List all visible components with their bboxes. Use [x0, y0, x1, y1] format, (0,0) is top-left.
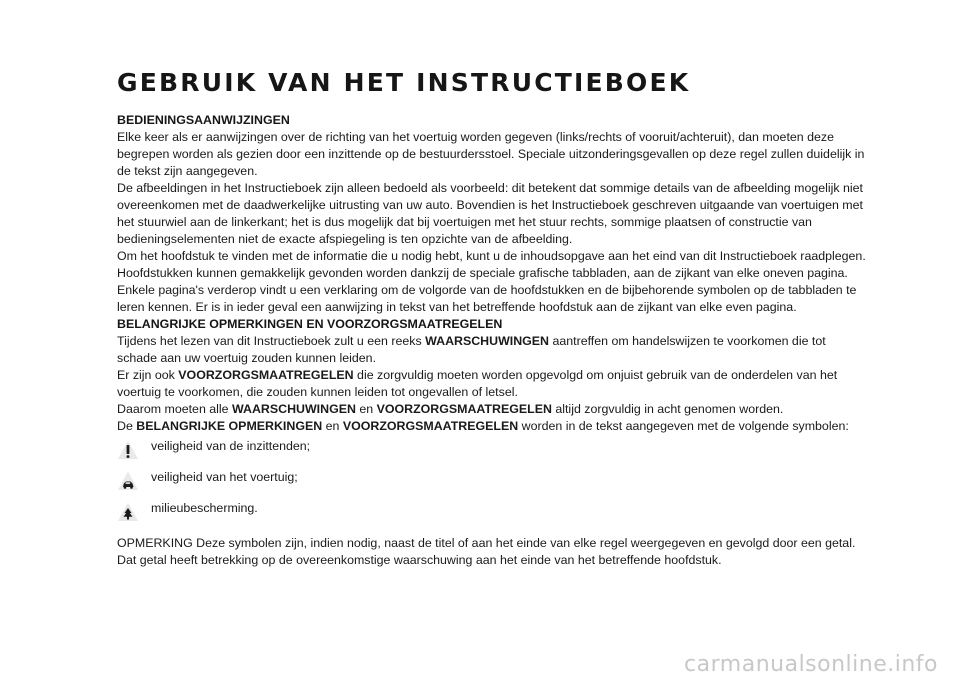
note-paragraph: OPMERKING Deze symbolen zijn, indien nodig, naast de titel of aan het einde van elke regel weergegeven en gevolgd door een getal. Dat getal heeft betrekking op de overeenkomstige waarschuwing aan het einde van het betreffende hoofdstuk.: [117, 536, 856, 567]
keyword-precautions: VOORZORGSMAATREGELEN: [178, 368, 354, 382]
paragraph: De afbeeldingen in het Instructieboek zijn alleen bedoeld als voorbeeld: dit betekent dat sommige details van de afbeelding mogelijk niet overeenkomen met de daadwerkelijke uitrusting van uw auto. Bovendien is het Instructieboek geschreven uitgaande van voertuigen met het stuurwiel aan de linkerkant; het is dus mogelijk dat bij voertuigen met het stuur rechts, sommige plaatsen of constructie van bedieningselementen niet de exacte afspiegeling is ten opzichte van de afbeelding.: [117, 181, 863, 246]
paragraph: Hoofdstukken kunnen gemakkelijk gevonden worden dankzij de speciale grafische tabbladen, aan de zijkant van elke oneven pagina. Enkele pagina's verderop vindt u een verklaring om de volgorde van de hoofdstukken en de bijbehorende symbolen op de tabbladen te leren kennen. Er is in ieder geval een aanwijzing in tekst van het betreffende hoofdstuk aan de zijkant van elke even pagina.: [117, 266, 857, 314]
watermark: carmanualsonline.info: [684, 652, 938, 677]
keyword-warnings: WAARSCHUWINGEN: [232, 402, 356, 416]
text-run: altijd zorgvuldig in acht genomen worden.: [551, 402, 784, 416]
paragraph: [117, 333, 867, 367]
keyword-important-notes: BELANGRIJKE OPMERKINGEN: [136, 419, 323, 433]
manual-page: [117, 68, 867, 569]
warning-car-icon: [117, 470, 139, 492]
symbol-item-environment: [117, 500, 867, 531]
paragraph: [117, 418, 867, 435]
paragraph: Elke keer als er aanwijzingen over de richting van het voertuig worden gegeven (links/rechts of vooruit/achteruit), dan moeten deze begrepen worden als gezien door een inzittende op de bestuurdersstoel. Speciale uitzonderingsgevallen op deze regel zullen duidelijk in de tekst zijn aangegeven.: [117, 130, 865, 178]
symbol-label: veiligheid van het voertuig;: [151, 470, 298, 484]
warning-tree-icon: [117, 501, 139, 523]
symbol-label: veiligheid van de inzittenden;: [151, 439, 311, 453]
paragraph: [117, 367, 867, 401]
keyword-precautions: VOORZORGSMAATREGELEN: [376, 402, 552, 416]
text-run: en: [355, 402, 377, 416]
text-run: Tijdens het lezen van dit Instructieboek zult u een reeks: [117, 334, 426, 348]
section-heading-important-notes: BELANGRIJKE OPMERKINGEN EN VOORZORGSMAATREGELEN: [117, 317, 503, 331]
symbol-item-vehicle-safety: [117, 469, 867, 500]
text-run: aantreffen om handelswijzen te voorkomen die tot schade aan uw voertuig zouden kunnen leiden.: [117, 334, 826, 365]
paragraph: [117, 401, 867, 418]
text-run: De: [117, 419, 137, 433]
text-run: Daarom moeten alle: [117, 402, 233, 416]
symbol-label: milieubescherming.: [151, 501, 258, 515]
keyword-precautions: VOORZORGSMAATREGELEN: [342, 419, 519, 433]
text-run: Er zijn ook: [117, 368, 179, 382]
symbol-item-occupant-safety: [117, 438, 867, 469]
keyword-warnings: WAARSCHUWINGEN: [425, 334, 550, 348]
page-title: GEBRUIK VAN HET INSTRUCTIEBOEK: [117, 68, 691, 97]
section-heading-operating-instructions: BEDIENINGSAANWIJZINGEN: [117, 113, 290, 127]
text-run: worden in de tekst aangegeven met de volgende symbolen:: [518, 419, 849, 433]
paragraph: Om het hoofdstuk te vinden met de informatie die u nodig hebt, kunt u de inhoudsopgave aan het eind van dit Instructieboek raadplegen.: [117, 249, 866, 263]
symbol-list: [117, 438, 867, 531]
text-run: die zorgvuldig moeten worden opgevolgd om onjuist gebruik van de onderdelen van het voertuig te voorkomen, die zouden kunnen leiden tot ongevallen of letsel.: [117, 368, 838, 399]
warning-exclamation-icon: [117, 439, 139, 461]
text-run: en: [322, 419, 343, 433]
